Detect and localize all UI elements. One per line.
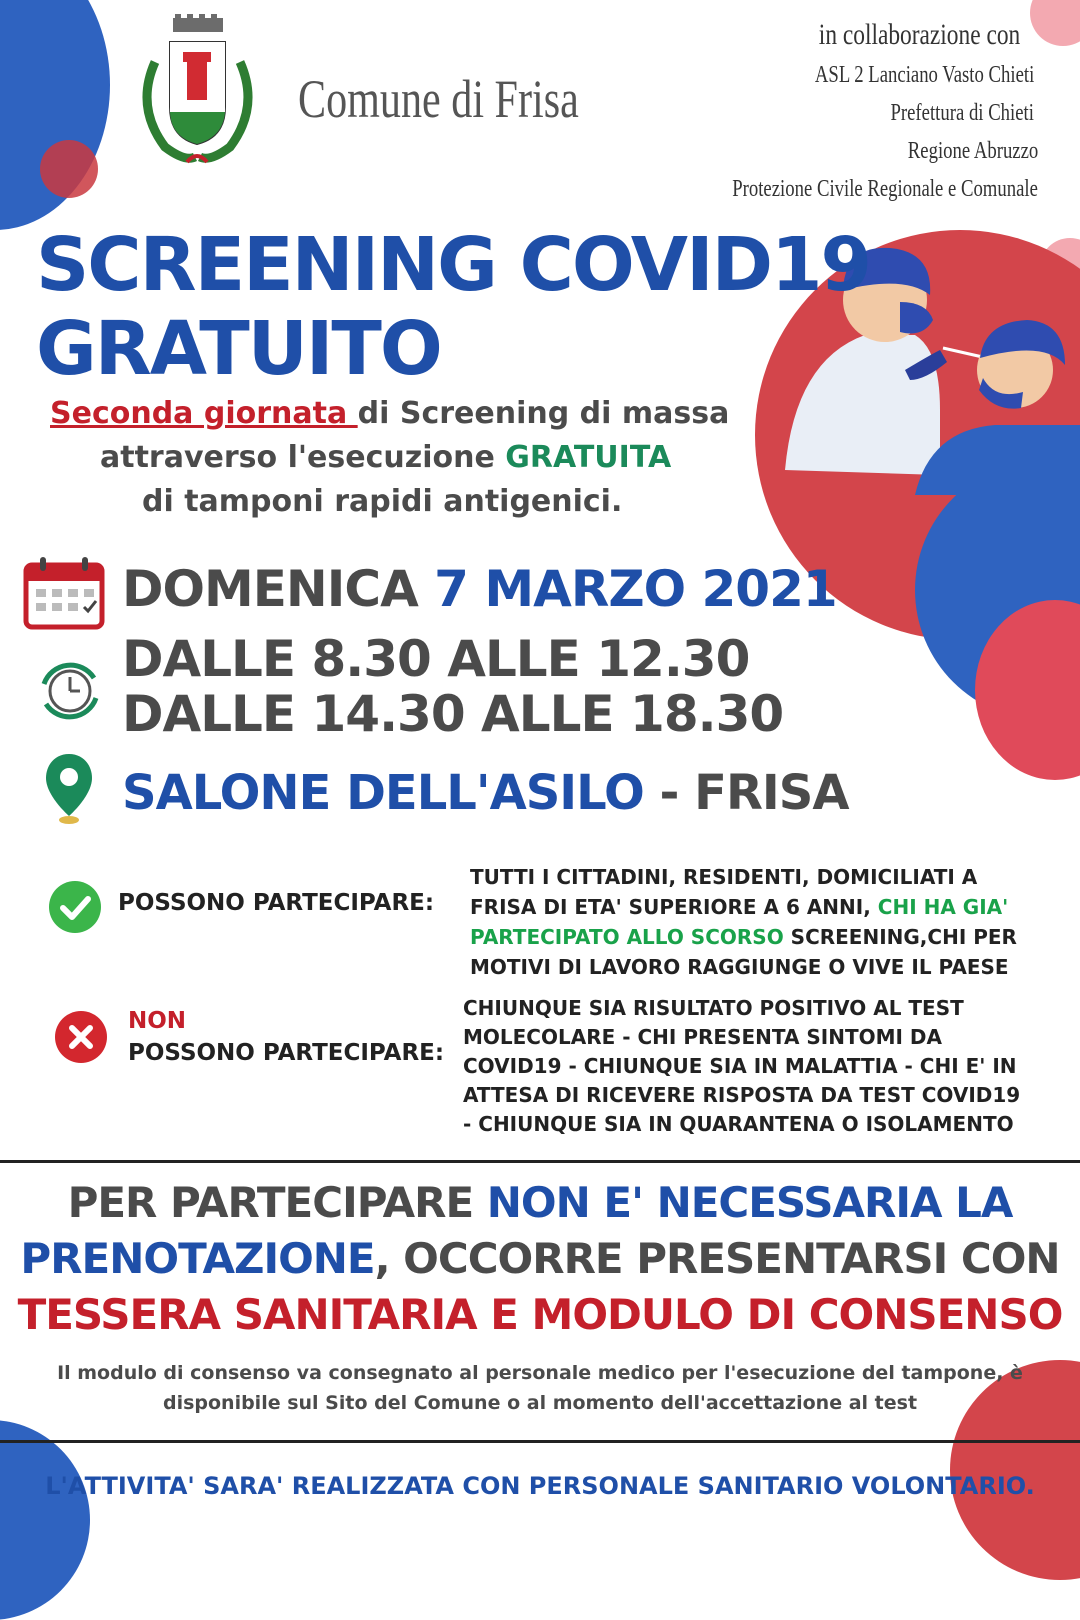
partner-3: Regione Abruzzo — [907, 138, 1038, 164]
location-place: SALONE DELL'ASILO — [122, 765, 644, 821]
not-eligible-label: POSSONO PARTECIPARE: — [128, 1040, 445, 1066]
intro-line-2-highlight: GRATUITA — [505, 440, 672, 475]
booking-c: PRENOTAZIONE — [20, 1234, 375, 1283]
event-date — [122, 560, 837, 618]
eligible-text-part2: SCREENING,CHI PER MOTIVI DI LAVORO RAGGIUNGE O VIVE IL PAESE — [470, 925, 1017, 979]
booking-line-1 — [0, 1178, 1080, 1227]
note-line-2: disponibile sul Sito del Comune o al momento dell'accettazione al test — [162, 1392, 918, 1414]
collab-title: in collaborazione con — [818, 18, 1020, 51]
decor-circle-pink-topright — [1030, 0, 1080, 46]
intro-line-1 — [50, 396, 729, 431]
coat-of-arms-logo — [135, 12, 260, 177]
calendar-icon — [22, 555, 106, 631]
event-location — [122, 765, 849, 821]
time-slot-1: DALLE 8.30 ALLE 12.30 — [122, 630, 750, 688]
note-line-1: Il modulo di consenso va consegnato al personale medico per l'esecuzione del tampone, è — [57, 1362, 1023, 1384]
clock-icon — [34, 660, 106, 722]
eligible-label: POSSONO PARTECIPARE: — [118, 890, 435, 916]
intro-line-2 — [100, 440, 671, 475]
intro-line-1-rest: di Screening di massa — [357, 396, 730, 431]
time-slot-2: DALLE 14.30 ALLE 18.30 — [122, 685, 784, 743]
intro-highlight: Seconda giornata — [50, 396, 358, 431]
divider-top — [0, 1160, 1080, 1163]
divider-bottom — [0, 1440, 1080, 1443]
location-town: - FRISA — [643, 765, 849, 821]
eligible-text-highlight: CHI HA GIA' PARTECIPATO ALLO SCORSO — [470, 895, 1009, 949]
cross-icon — [54, 1010, 108, 1064]
not-eligible-non: NON — [128, 1008, 187, 1034]
municipality-name: Comune di Frisa — [298, 69, 579, 129]
intro-line-3: di tamponi rapidi antigenici. — [142, 484, 623, 519]
event-day: DOMENICA — [122, 560, 435, 618]
eligible-text-part1: TUTTI I CITTADINI, RESIDENTI, DOMICILIATI A FRISA DI ETA' SUPERIORE A 6 ANNI, — [470, 865, 978, 919]
not-eligible-text: CHIUNQUE SIA RISULTATO POSITIVO AL TEST MOLECOLARE - CHI PRESENTA SINTOMI DA COVID19 - CHIUNQUE SIA IN MALATTIA - CHI E' IN ATTESA DI RICEVERE RISPOSTA DA TEST COVID19 - CHIUNQUE SIA IN QUARANTENA O ISOLAMENTO — [463, 996, 1021, 1136]
footer-note: L'ATTIVITA' SARA' REALIZZATA CON PERSONALE SANITARIO VOLONTARIO. — [45, 1472, 1035, 1500]
partner-2: Prefettura di Chieti — [890, 100, 1034, 126]
event-date-value: 7 MARZO 2021 — [434, 560, 837, 618]
booking-b: NON E' NECESSARIA LA — [486, 1178, 1013, 1227]
partner-4: Protezione Civile Regionale e Comunale — [732, 176, 1038, 202]
decor-circle-red-topleft — [40, 140, 98, 198]
booking-line-3: TESSERA SANITARIA E MODULO DI CONSENSO — [17, 1290, 1063, 1339]
location-pin-icon — [44, 752, 94, 826]
partner-1: ASL 2 Lanciano Vasto Chieti — [814, 62, 1034, 88]
decor-circle-blue-topleft — [0, 0, 110, 230]
title-line-1: SCREENING COVID19 — [36, 222, 871, 308]
check-icon — [48, 880, 102, 934]
booking-line-2 — [0, 1234, 1080, 1283]
booking-a: PER PARTECIPARE — [67, 1178, 487, 1227]
booking-d: , OCCORRE PRESENTARSI CON — [374, 1234, 1060, 1283]
eligible-text — [470, 862, 1040, 982]
decor-circle-blue-bottomleft — [0, 1420, 90, 1620]
title-line-2: GRATUITO — [36, 306, 441, 392]
intro-line-2-start: attraverso l'esecuzione — [100, 440, 506, 475]
